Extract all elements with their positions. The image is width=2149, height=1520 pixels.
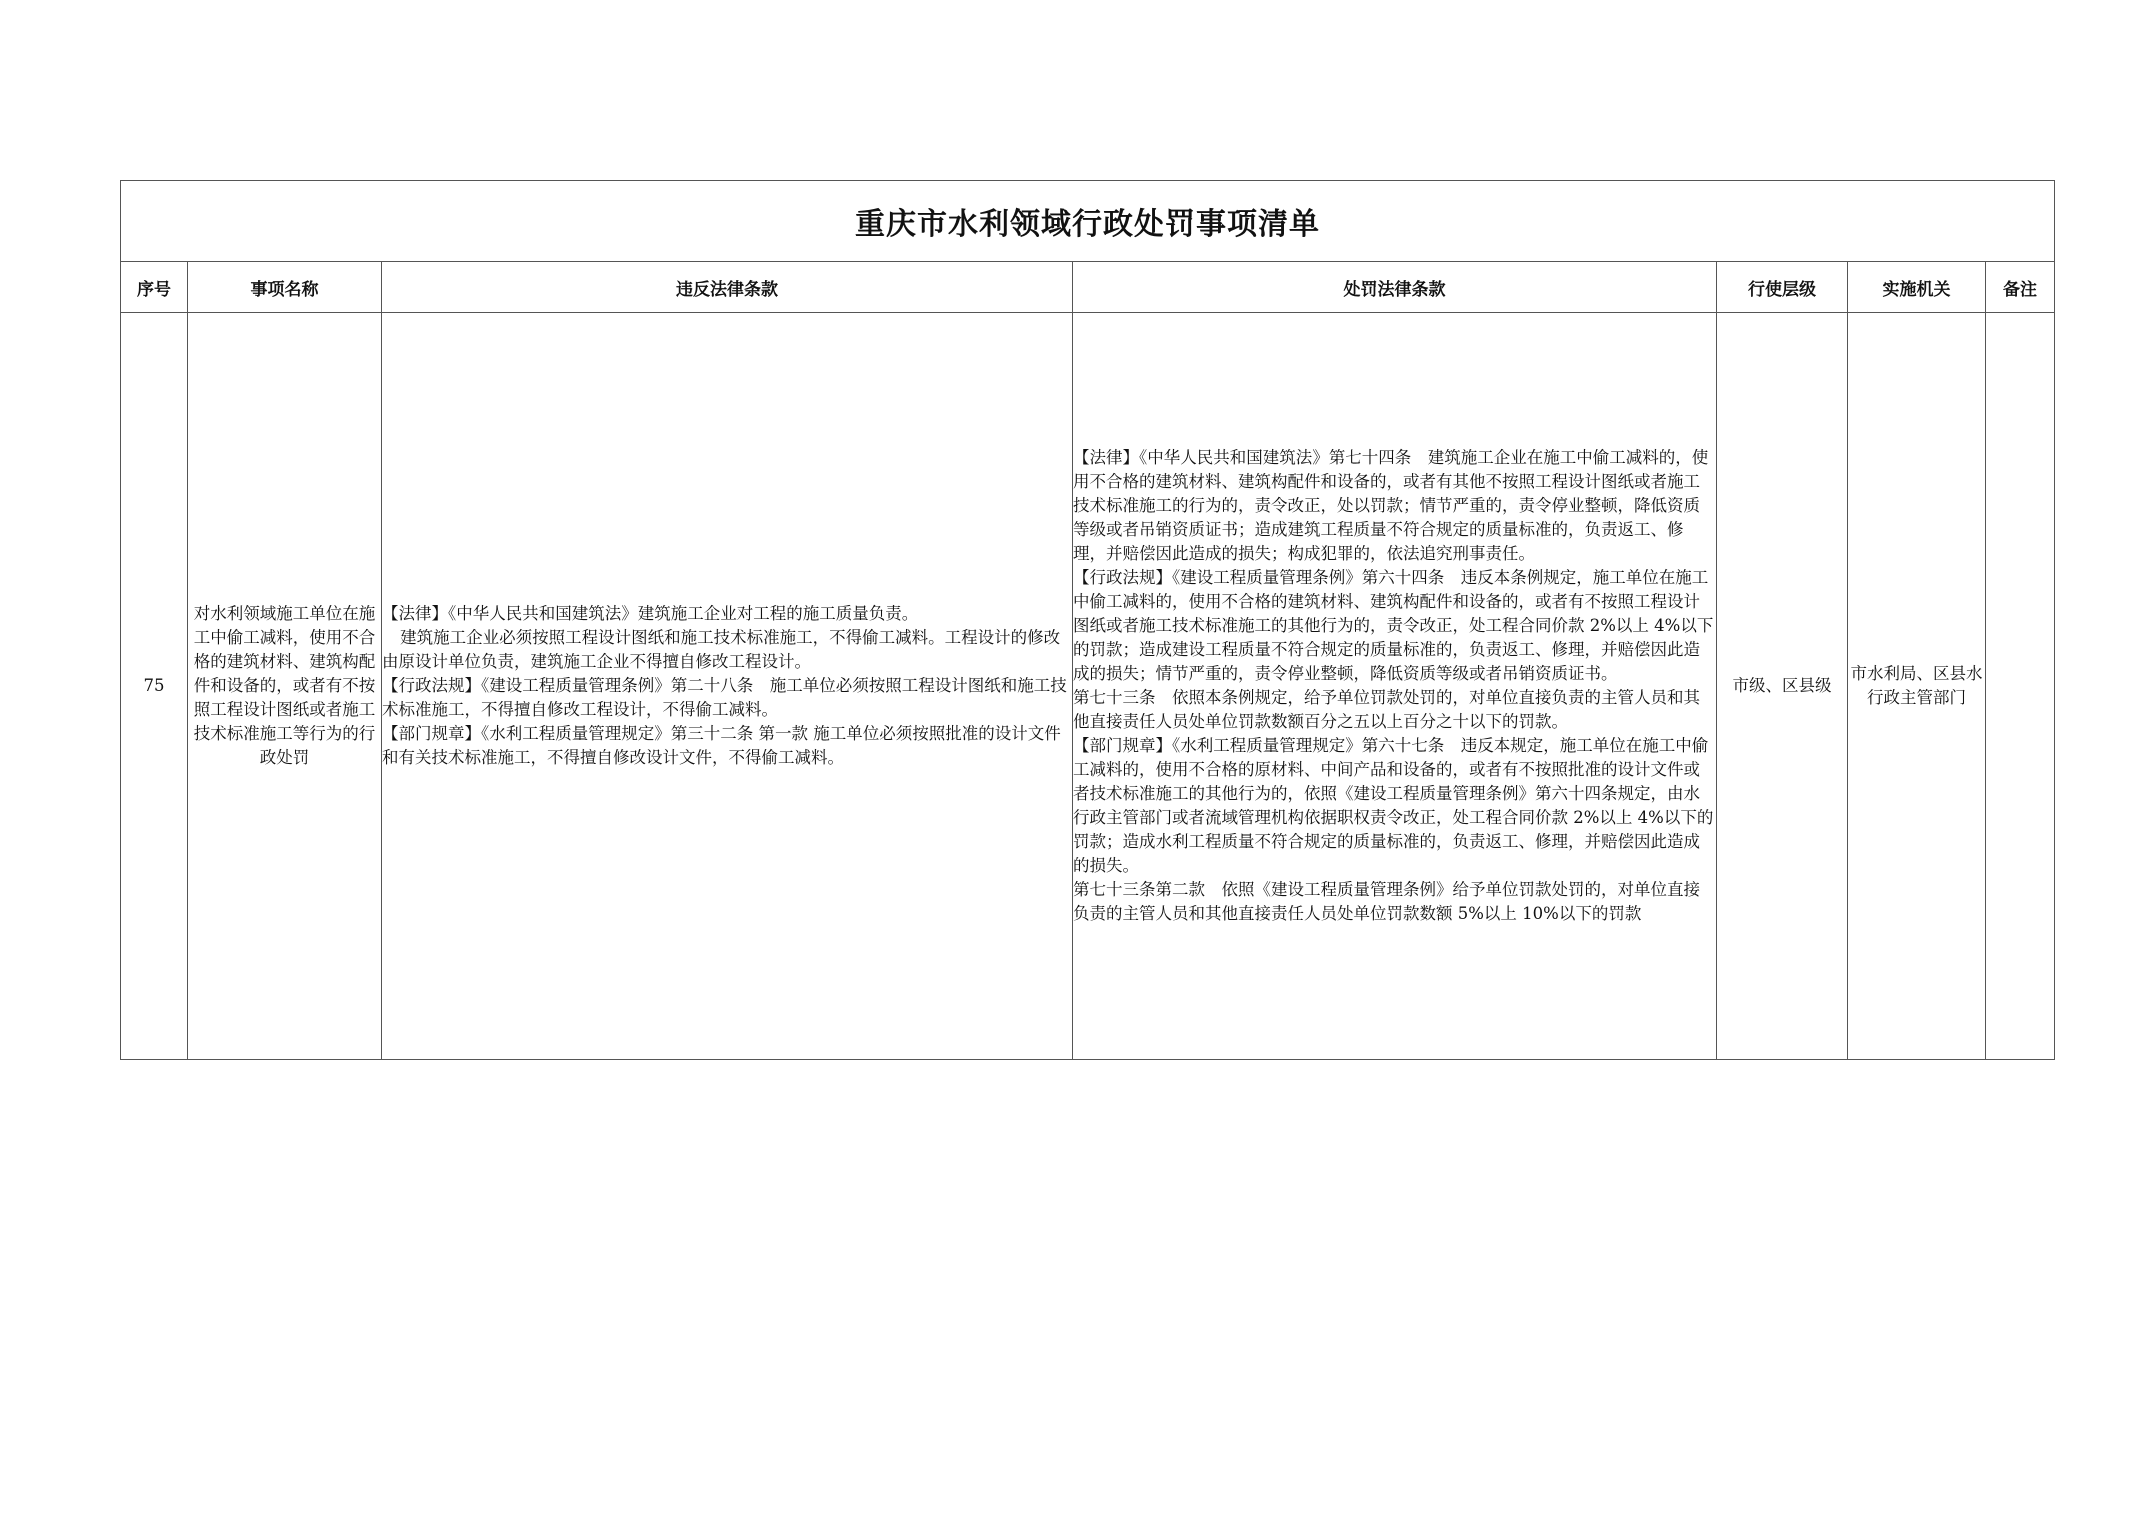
header-item-name: 事项名称 — [188, 262, 382, 313]
violated-law-para: 【法律】《中华人民共和国建筑法》建筑施工企业对工程的施工质量负责。 — [382, 604, 919, 623]
cell-penalty-law — [1073, 313, 1717, 1060]
header-violated-law: 违反法律条款 — [382, 262, 1073, 313]
header-agency: 实施机关 — [1848, 262, 1986, 313]
header-remarks: 备注 — [1986, 262, 2055, 313]
header-level: 行使层级 — [1717, 262, 1848, 313]
table-title: 重庆市水利领域行政处罚事项清单 — [121, 181, 2055, 262]
cell-violated-law — [382, 313, 1073, 1060]
header-seq: 序号 — [121, 262, 188, 313]
cell-agency: 市水利局、区县水行政主管部门 — [1848, 313, 1986, 1060]
penalty-list-table — [120, 180, 2055, 1060]
penalty-law-para: 【法律】《中华人民共和国建筑法》第七十四条 建筑施工企业在施工中偷工减料的，使用不合格的建筑材料、建筑构配件和设备的，或者有其他不按照工程设计图纸或者施工技术标准施工的行为的，责令改正，处以罚款；情节严重的，责令停业整顿，降低资质等级或者吊销资质证书；造成建筑工程质量不符合规定的质量标准的，负责返工、修理，并赔偿因此造成的损失；构成犯罪的，依法追究刑事责任。 — [1073, 448, 1709, 563]
penalty-law-para: 【行政法规】《建设工程质量管理条例》第六十四条 违反本条例规定，施工单位在施工中偷工减料的，使用不合格的建筑材料、建筑构配件和设备的，或者有不按照工程设计图纸或者施工技术标准施工的其他行为的，责令改正，处工程合同价款 2%以上 4%以下的罚款；造成建设工程质量不符合规定的质量标准的，负责返工、修理，并赔偿因此造成的损失；情节严重的，责令停业整顿，降低资质等级或者吊销资质证书。 — [1073, 568, 1714, 683]
violated-law-para: 建筑施工企业必须按照工程设计图纸和施工技术标准施工，不得偷工减料。工程设计的修改由原设计单位负责，建筑施工企业不得擅自修改工程设计。 — [382, 628, 1061, 671]
header-penalty-law: 处罚法律条款 — [1073, 262, 1717, 313]
violated-law-para: 【部门规章】《水利工程质量管理规定》第三十二条 第一款 施工单位必须按照批准的设计文件和有关技术标准施工，不得擅自修改设计文件，不得偷工减料。 — [382, 724, 1061, 767]
cell-remarks — [1986, 313, 2055, 1060]
table-row — [121, 313, 2055, 1060]
violated-law-para: 【行政法规】《建设工程质量管理条例》第二十八条 施工单位必须按照工程设计图纸和施工技术标准施工，不得擅自修改工程设计，不得偷工减料。 — [382, 676, 1067, 719]
cell-level: 市级、区县级 — [1717, 313, 1848, 1060]
penalty-law-para: 【部门规章】《水利工程质量管理规定》第六十七条 违反本规定，施工单位在施工中偷工减料的，使用不合格的原材料、中间产品和设备的，或者有不按照批准的设计文件或者技术标准施工的其他行为的，依照《建设工程质量管理条例》第六十四条规定，由水行政主管部门或者流域管理机构依据职权责令改正，处工程合同价款 2%以上 4%以下的罚款；造成水利工程质量不符合规定的质量标准的，负责返工、修理，并赔偿因此造成的损失。 — [1073, 736, 1714, 875]
penalty-law-para: 第七十三条 依照本条例规定，给予单位罚款处罚的，对单位直接负责的主管人员和其他直接责任人员处单位罚款数额百分之五以上百分之十以下的罚款。 — [1073, 688, 1700, 731]
cell-item-name: 对水利领域施工单位在施工中偷工减料，使用不合格的建筑材料、建筑构配件和设备的，或者有不按照工程设计图纸或者施工技术标准施工等行为的行政处罚 — [188, 313, 382, 1060]
cell-seq: 75 — [121, 313, 188, 1060]
penalty-law-para: 第七十三条第二款 依照《建设工程质量管理条例》给予单位罚款处罚的，对单位直接负责的主管人员和其他直接责任人员处单位罚款数额 5%以上 10%以下的罚款 — [1073, 880, 1700, 923]
